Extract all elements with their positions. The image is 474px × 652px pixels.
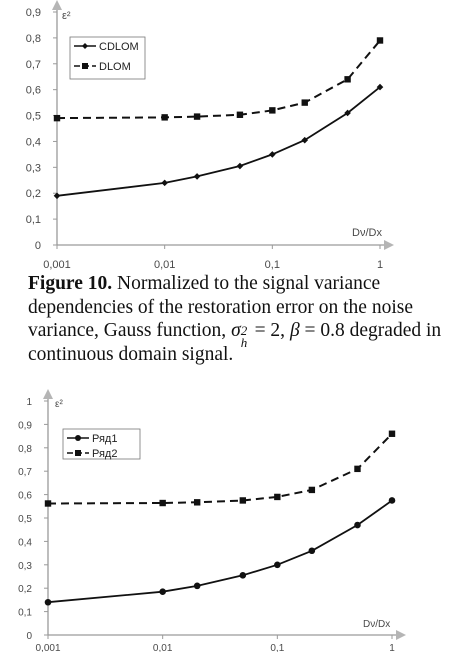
y-tick-label: 0,3 <box>25 162 41 175</box>
y-axis-label: ε² <box>55 399 63 410</box>
data-point <box>354 466 360 472</box>
y-tick-label: 0,2 <box>18 584 32 596</box>
data-point <box>45 500 51 506</box>
x-tick-label: 1 <box>376 259 384 271</box>
y-tick-label: 0,9 <box>18 420 32 432</box>
y-tick-label: 0 <box>26 631 32 642</box>
data-point <box>45 599 52 606</box>
data-point <box>344 76 350 82</box>
data-point <box>309 487 315 493</box>
data-point <box>194 583 201 590</box>
caption-sigma: σ <box>231 320 241 341</box>
y-tick-label: 0,9 <box>25 7 41 19</box>
x-tick-label: 0,1 <box>264 259 280 271</box>
series-1 <box>54 84 384 199</box>
data-point <box>354 522 361 529</box>
data-point <box>240 572 247 579</box>
data-point <box>159 500 165 506</box>
y-axis-arrow <box>52 0 62 10</box>
series-1 <box>45 497 396 605</box>
y-tick-label: 1 <box>26 397 32 408</box>
data-point <box>389 431 395 437</box>
data-point <box>274 494 280 500</box>
data-point <box>161 180 168 187</box>
data-point <box>240 497 246 503</box>
y-tick-label: 0,5 <box>25 110 41 123</box>
y-tick-label: 0,2 <box>25 188 41 201</box>
y-tick-label: 0,8 <box>25 32 41 45</box>
data-point <box>269 151 276 158</box>
y-tick-label: 0,6 <box>25 84 41 97</box>
data-point <box>274 562 281 569</box>
y-axis-label: ε² <box>62 10 71 22</box>
y-tick-label: 0,7 <box>25 58 41 71</box>
x-tick-label: 0,001 <box>43 259 71 271</box>
legend-marker <box>75 450 81 456</box>
data-point <box>194 173 201 180</box>
y-tick-label: 0,8 <box>18 443 32 455</box>
data-point <box>194 113 200 119</box>
series-line <box>48 501 392 603</box>
chart-2 <box>0 386 474 652</box>
x-tick-label: 0,1 <box>270 643 285 652</box>
data-point <box>389 497 396 504</box>
x-tick-label: 0,01 <box>153 259 176 271</box>
data-point <box>269 107 275 113</box>
caption-sub: h <box>240 335 248 350</box>
caption-text-1: Normalized to the signal variance dependencies of the restoration error on the noise variance, Gauss function, <box>28 273 413 341</box>
data-point <box>237 163 244 170</box>
series-line <box>57 87 380 196</box>
legend-marker <box>75 435 81 441</box>
legend-label: Ряд2 <box>92 448 118 460</box>
caption-beta: β <box>289 320 300 341</box>
figure-caption <box>28 272 473 366</box>
x-axis-arrow <box>384 240 394 250</box>
y-tick-label: 0,3 <box>18 560 32 572</box>
data-point <box>194 499 200 505</box>
y-tick-label: 0,1 <box>18 607 32 619</box>
data-point <box>161 114 167 120</box>
y-tick-label: 0,1 <box>25 214 41 227</box>
caption-text-3: = 0.8 degraded in continuous domain signal. <box>28 320 442 365</box>
chart-1 <box>0 0 474 270</box>
x-axis-label: Dν/Dx <box>352 227 382 239</box>
y-tick-label: 0,7 <box>18 467 32 479</box>
y-tick-label: 0,4 <box>18 537 32 549</box>
data-point <box>309 547 316 554</box>
x-tick-label: 0,01 <box>152 643 173 652</box>
data-point <box>377 37 383 43</box>
legend-label: DLOM <box>99 61 131 73</box>
y-axis-arrow <box>43 389 53 399</box>
y-tick-label: 0,6 <box>18 490 32 502</box>
data-point <box>159 588 166 595</box>
y-tick-label: 0,4 <box>25 136 41 149</box>
x-tick-label: 1 <box>389 643 395 652</box>
data-point <box>54 115 60 121</box>
caption-label: Figure 10. <box>28 273 113 294</box>
caption-sup: 2 <box>240 323 248 338</box>
x-tick-label: 0,001 <box>35 643 61 652</box>
caption-text-2: = 2, <box>249 320 290 341</box>
y-tick-label: 0,5 <box>18 514 32 525</box>
x-axis-arrow <box>396 630 406 640</box>
legend-label: CDLOM <box>99 41 139 53</box>
legend-marker <box>82 63 88 69</box>
x-axis-label: Dν/Dx <box>363 619 391 630</box>
data-point <box>237 112 243 118</box>
data-point <box>302 99 308 105</box>
y-tick-label: 0 <box>34 240 41 252</box>
legend-label: Ряд1 <box>92 433 118 445</box>
